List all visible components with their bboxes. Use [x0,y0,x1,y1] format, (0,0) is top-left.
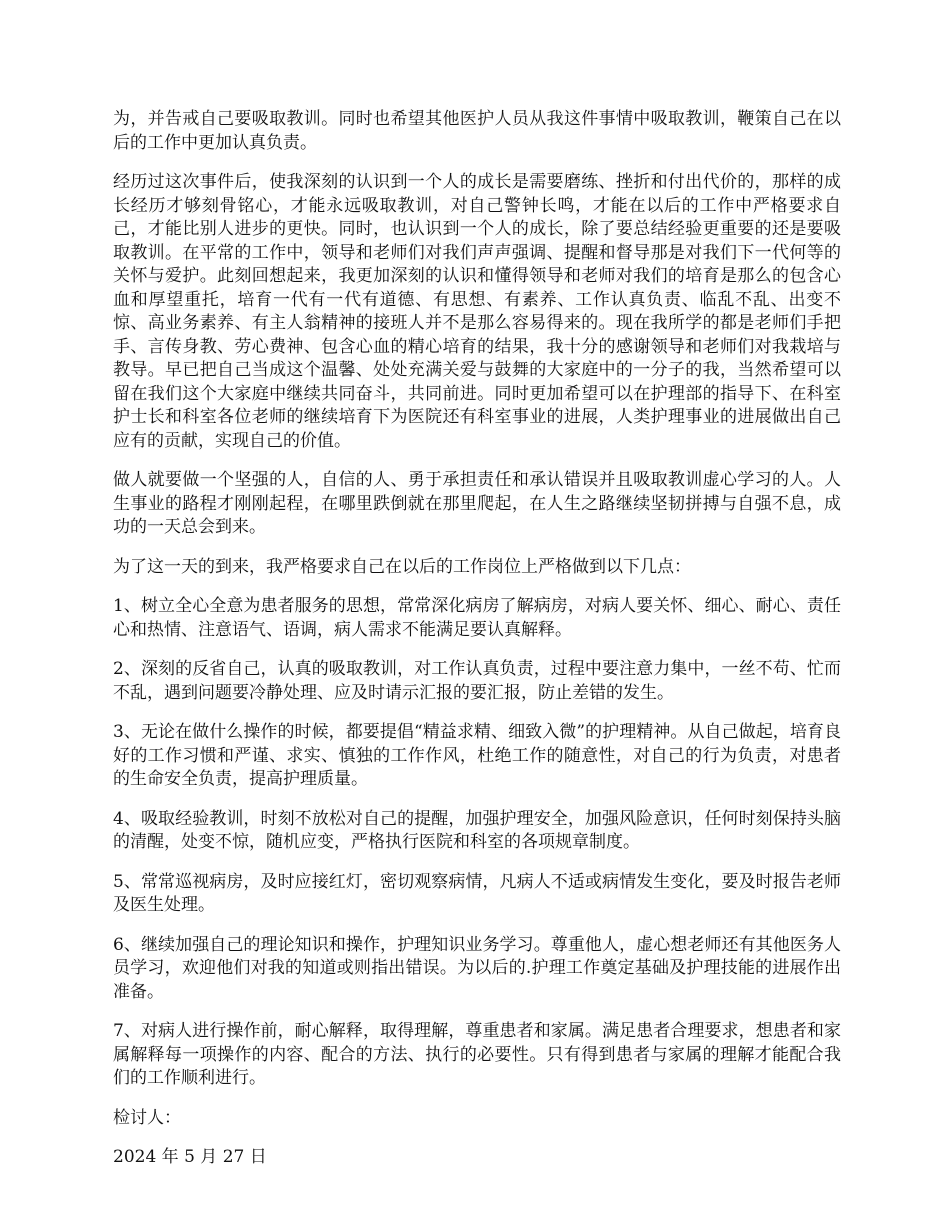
commitment-item-5: 5、常常巡视病房，及时应接红灯，密切观察病情，凡病人不适或病情发生变化，要及时报告老师及医生处理。 [113,871,841,915]
commitment-item-1: 1、树立全心全意为患者服务的思想，常常深化病房了解病房，对病人要关怀、细心、耐心、责任心和热情、注意语气、语调，病人需求不能满足要认真解释。 [113,596,841,640]
commitment-item-3: 3、无论在做什么操作的时候，都要提倡“精益求精、细致入微”的护理精神。从自己做起，培育良好的工作习惯和严谨、求实、慎独的工作作风，杜绝工作的随意性，对自己的行为负责，对患者的生命安全负责，提高护理质量。 [113,722,841,789]
paragraph-resolve: 做人就要做一个坚强的人，自信的人、勇于承担责任和承认错误并且吸取教训虚心学习的人。人生事业的路程才刚刚起程，在哪里跌倒就在那里爬起，在人生之路继续坚韧拼搏与自强不息，成功的一天总会到来。 [113,470,841,537]
commitment-item-2: 2、深刻的反省自己，认真的吸取教训，对工作认真负责，过程中要注意力集中，一丝不苟、忙而不乱，遇到问题要冷静处理、应及时请示汇报的要汇报，防止差错的发生。 [113,659,841,703]
document-body [113,108,841,1170]
paragraph-commitments-intro: 为了这一天的到来，我严格要求自己在以后的工作岗位上严格做到以下几点： [113,556,691,577]
paragraph-reflection: 经历过这次事件后，使我深刻的认识到一个人的成长是需要磨练、挫折和付出代价的，那样的成长经历才够刻骨铭心，才能永远吸取教训，对自己警钟长鸣，才能在以后的工作中严格要求自己，才能比别人进步的更快。同时，也认识到一个人的成长，除了要总结经验更重要的还是要吸取教训。在平常的工作中，领导和老师们对我们声声强调、提醒和督导那是对我们下一代何等的关怀与爱护。此刻回想起来，我更加深刻的认识和懂得领导和老师对我们的培育是那么的包含心血和厚望重托，培育一代有一代有道德、有思想、有素养、工作认真负责、临乱不乱、出变不惊、高业务素养、有主人翁精神的接班人并不是那么容易得来的。现在我所学的都是老师们手把手、言传身教、劳心费神、包含心血的精心培育的结果，我十分的感谢领导和老师们对我栽培与教导。早已把自己当成这个温馨、处处充满关爱与鼓舞的大家庭中的一分子的我，当然希望可以留在我们这个大家庭中继续共同奋斗，共同前进。同时更加希望可以在护理部的指导下、在科室护士长和科室各位老师的继续培育下为医院还有科室事业的进展，人类护理事业的进展做出自己应有的贡献，实现自己的价值。 [113,172,841,451]
signature-label: 检讨人： [113,1107,181,1128]
commitment-item-7: 7、对病人进行操作前，耐心解释，取得理解，尊重患者和家属。满足患者合理要求，想患者和家属解释每一项操作的内容、配合的方法、执行的必要性。只有得到患者与家属的理解才能配合我们的工作顺利进行。 [113,1021,841,1088]
paragraph-intro: 为，并告戒自己要吸取教训。同时也希望其他医护人员从我这件事情中吸取教训，鞭策自己在以后的工作中更加认真负责。 [113,109,841,153]
commitment-item-4: 4、吸取经验教训，时刻不放松对自己的提醒，加强护理安全，加强风险意识，任何时刻保持头脑的清醒，处变不惊，随机应变，严格执行医院和科室的各项规章制度。 [113,808,841,852]
document-date: 2024 年 5 月 27 日 [113,1147,267,1167]
commitment-item-6: 6、继续加强自己的理论知识和操作，护理知识业务学习。尊重他人，虚心想老师还有其他医务人员学习，欢迎他们对我的知道或则指出错误。为以后的.护理工作奠定基础及护理技能的进展作出准备。 [113,934,841,1002]
